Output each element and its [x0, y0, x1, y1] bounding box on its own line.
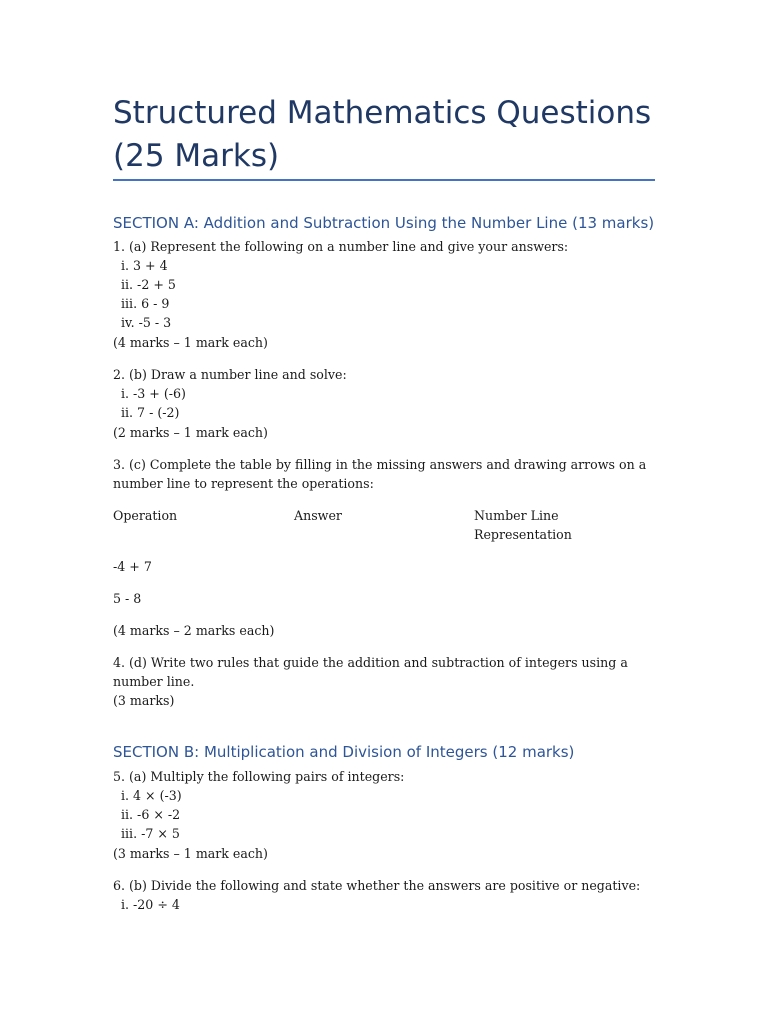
- table-header-representation: Representation: [474, 527, 572, 542]
- q2-item: ii. 7 - (-2): [121, 405, 180, 420]
- table-row-operation: 5 - 8: [113, 591, 142, 606]
- q6-item: i. -20 ÷ 4: [121, 897, 180, 912]
- q3-marks: (4 marks – 2 marks each): [113, 623, 275, 638]
- table-header-operation: Operation: [113, 508, 178, 523]
- q4-marks: (3 marks): [113, 693, 175, 708]
- q4-stem: 4. (d) Write two rules that guide the addition and subtraction of integers using a number line.: [113, 655, 628, 689]
- q5-marks: (3 marks – 1 mark each): [113, 846, 268, 861]
- q2-item: i. -3 + (-6): [121, 386, 186, 401]
- q5-stem: 5. (a) Multiply the following pairs of integers:: [113, 769, 405, 784]
- q3-stem: 3. (c) Complete the table by filling in the missing answers and drawing arrows on a number line to represent the operations:: [113, 457, 647, 491]
- q5-item: ii. -6 × -2: [121, 807, 181, 822]
- q1-item: iii. 6 - 9: [121, 296, 170, 311]
- table-header-number-line: Number Line: [474, 508, 559, 523]
- q2-stem: 2. (b) Draw a number line and solve:: [113, 367, 347, 382]
- q5-item: iii. -7 × 5: [121, 826, 180, 841]
- section-b-heading: SECTION B: Multiplication and Division of Integers (12 marks): [113, 743, 575, 761]
- q1-item: ii. -2 + 5: [121, 277, 176, 292]
- q1-stem: 1. (a) Represent the following on a number line and give your answers:: [113, 239, 569, 254]
- q1-item: iv. -5 - 3: [121, 315, 172, 330]
- table-header-answer: Answer: [294, 508, 342, 523]
- page-title: Structured Mathematics Questions (25 Marks): [113, 95, 652, 174]
- table-row-operation: -4 + 7: [113, 559, 152, 574]
- section-a-heading: SECTION A: Addition and Subtraction Using the Number Line (13 marks): [113, 214, 655, 232]
- q1-item: i. 3 + 4: [121, 258, 168, 273]
- q5-item: i. 4 × (-3): [121, 788, 182, 803]
- q2-marks: (2 marks – 1 mark each): [113, 425, 268, 440]
- q1-marks: (4 marks – 1 mark each): [113, 335, 268, 350]
- q6-stem: 6. (b) Divide the following and state whether the answers are positive or negative:: [113, 878, 641, 893]
- title-divider: [113, 179, 655, 181]
